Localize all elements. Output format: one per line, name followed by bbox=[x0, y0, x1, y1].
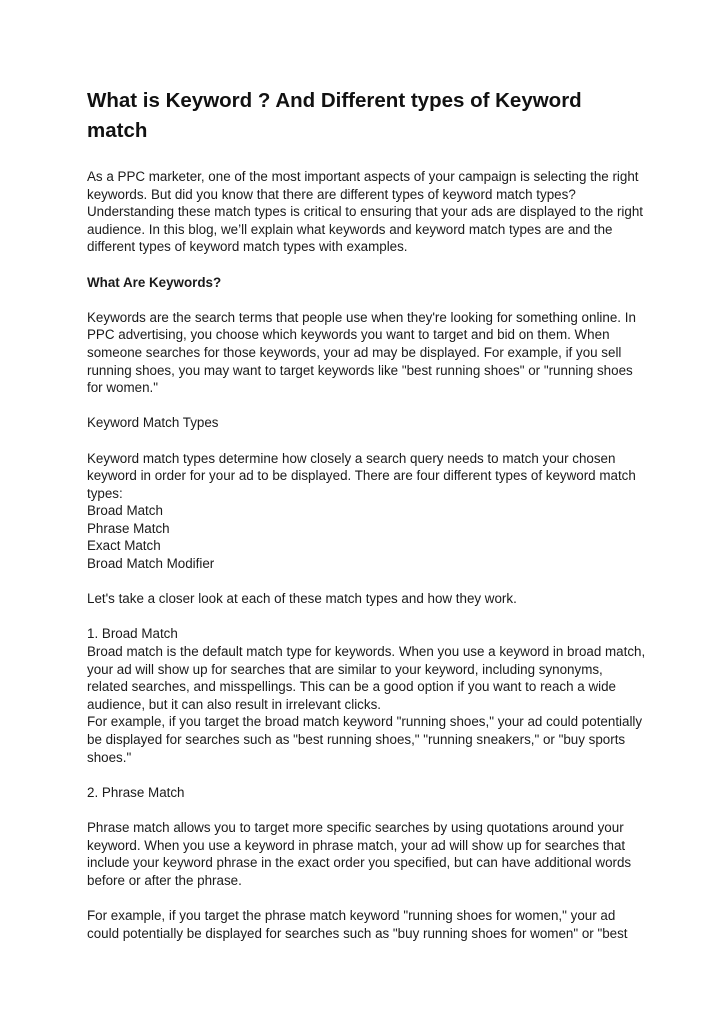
match-types-paragraph: Keyword match types determine how closely a search query needs to match your chosen keyword in order for your ad to be displayed. There are four different types of keyword match types: bbox=[87, 450, 636, 501]
keywords-heading: What Are Keywords? bbox=[87, 274, 222, 290]
match-types-heading: Keyword Match Types bbox=[87, 415, 219, 431]
broad-match-heading: 1. Broad Match bbox=[87, 626, 178, 642]
list-item: Phrase Match bbox=[87, 520, 170, 536]
intro-paragraph: As a PPC marketer, one of the most important aspects of your campaign is selecting the right keywords. But did you know that there are different types of keyword match types? Understanding these match types is critical to ensuring that your ads are displayed to the right audience. In this blog, we’ll explain what keywords and keyword match types are and the different types of keyword match types with examples. bbox=[87, 169, 644, 255]
phrase-match-example: For example, if you target the phrase match keyword "running shoes for women," your ad could potentially be displayed for searches such as "buy running shoes for women" or "best bbox=[87, 907, 628, 941]
broad-match-example: For example, if you target the broad match keyword "running shoes," your ad could potentially be displayed for searches such as "best running shoes," "running sneakers," or "buy sports shoes." bbox=[87, 714, 643, 765]
list-item: Broad Match bbox=[87, 503, 163, 519]
page-title: What is Keyword ? And Different types of Keyword match bbox=[87, 89, 582, 142]
closer-look-paragraph: Let's take a closer look at each of these match types and how they work. bbox=[87, 591, 517, 607]
phrase-match-paragraph: Phrase match allows you to target more specific searches by using quotations around your keyword. When you use a keyword in phrase match, your ad will show up for searches that include your keyword phrase in the exact order you specified, but can have additional words before or after the phrase. bbox=[87, 819, 632, 888]
list-item: Broad Match Modifier bbox=[87, 556, 215, 572]
document-page bbox=[87, 86, 647, 942]
match-types-list bbox=[87, 502, 647, 572]
keywords-paragraph: Keywords are the search terms that people use when they're looking for something online. In PPC advertising, you choose which keywords you want to target and bid on them. When someone searches for those keywords, your ad may be displayed. For example, if you sell running shoes, you may want to target keywords like "best running shoes" or "running shoes for women." bbox=[87, 309, 636, 396]
broad-match-paragraph: Broad match is the default match type for keywords. When you use a keyword in broad match, your ad will show up for searches that are similar to your keyword, including synonyms, related searches, and misspellings. This can be a good option if you want to reach a wide audience, but it can also result in irrelevant clicks. bbox=[87, 644, 646, 712]
phrase-match-heading: 2. Phrase Match bbox=[87, 784, 185, 800]
list-item: Exact Match bbox=[87, 538, 161, 554]
